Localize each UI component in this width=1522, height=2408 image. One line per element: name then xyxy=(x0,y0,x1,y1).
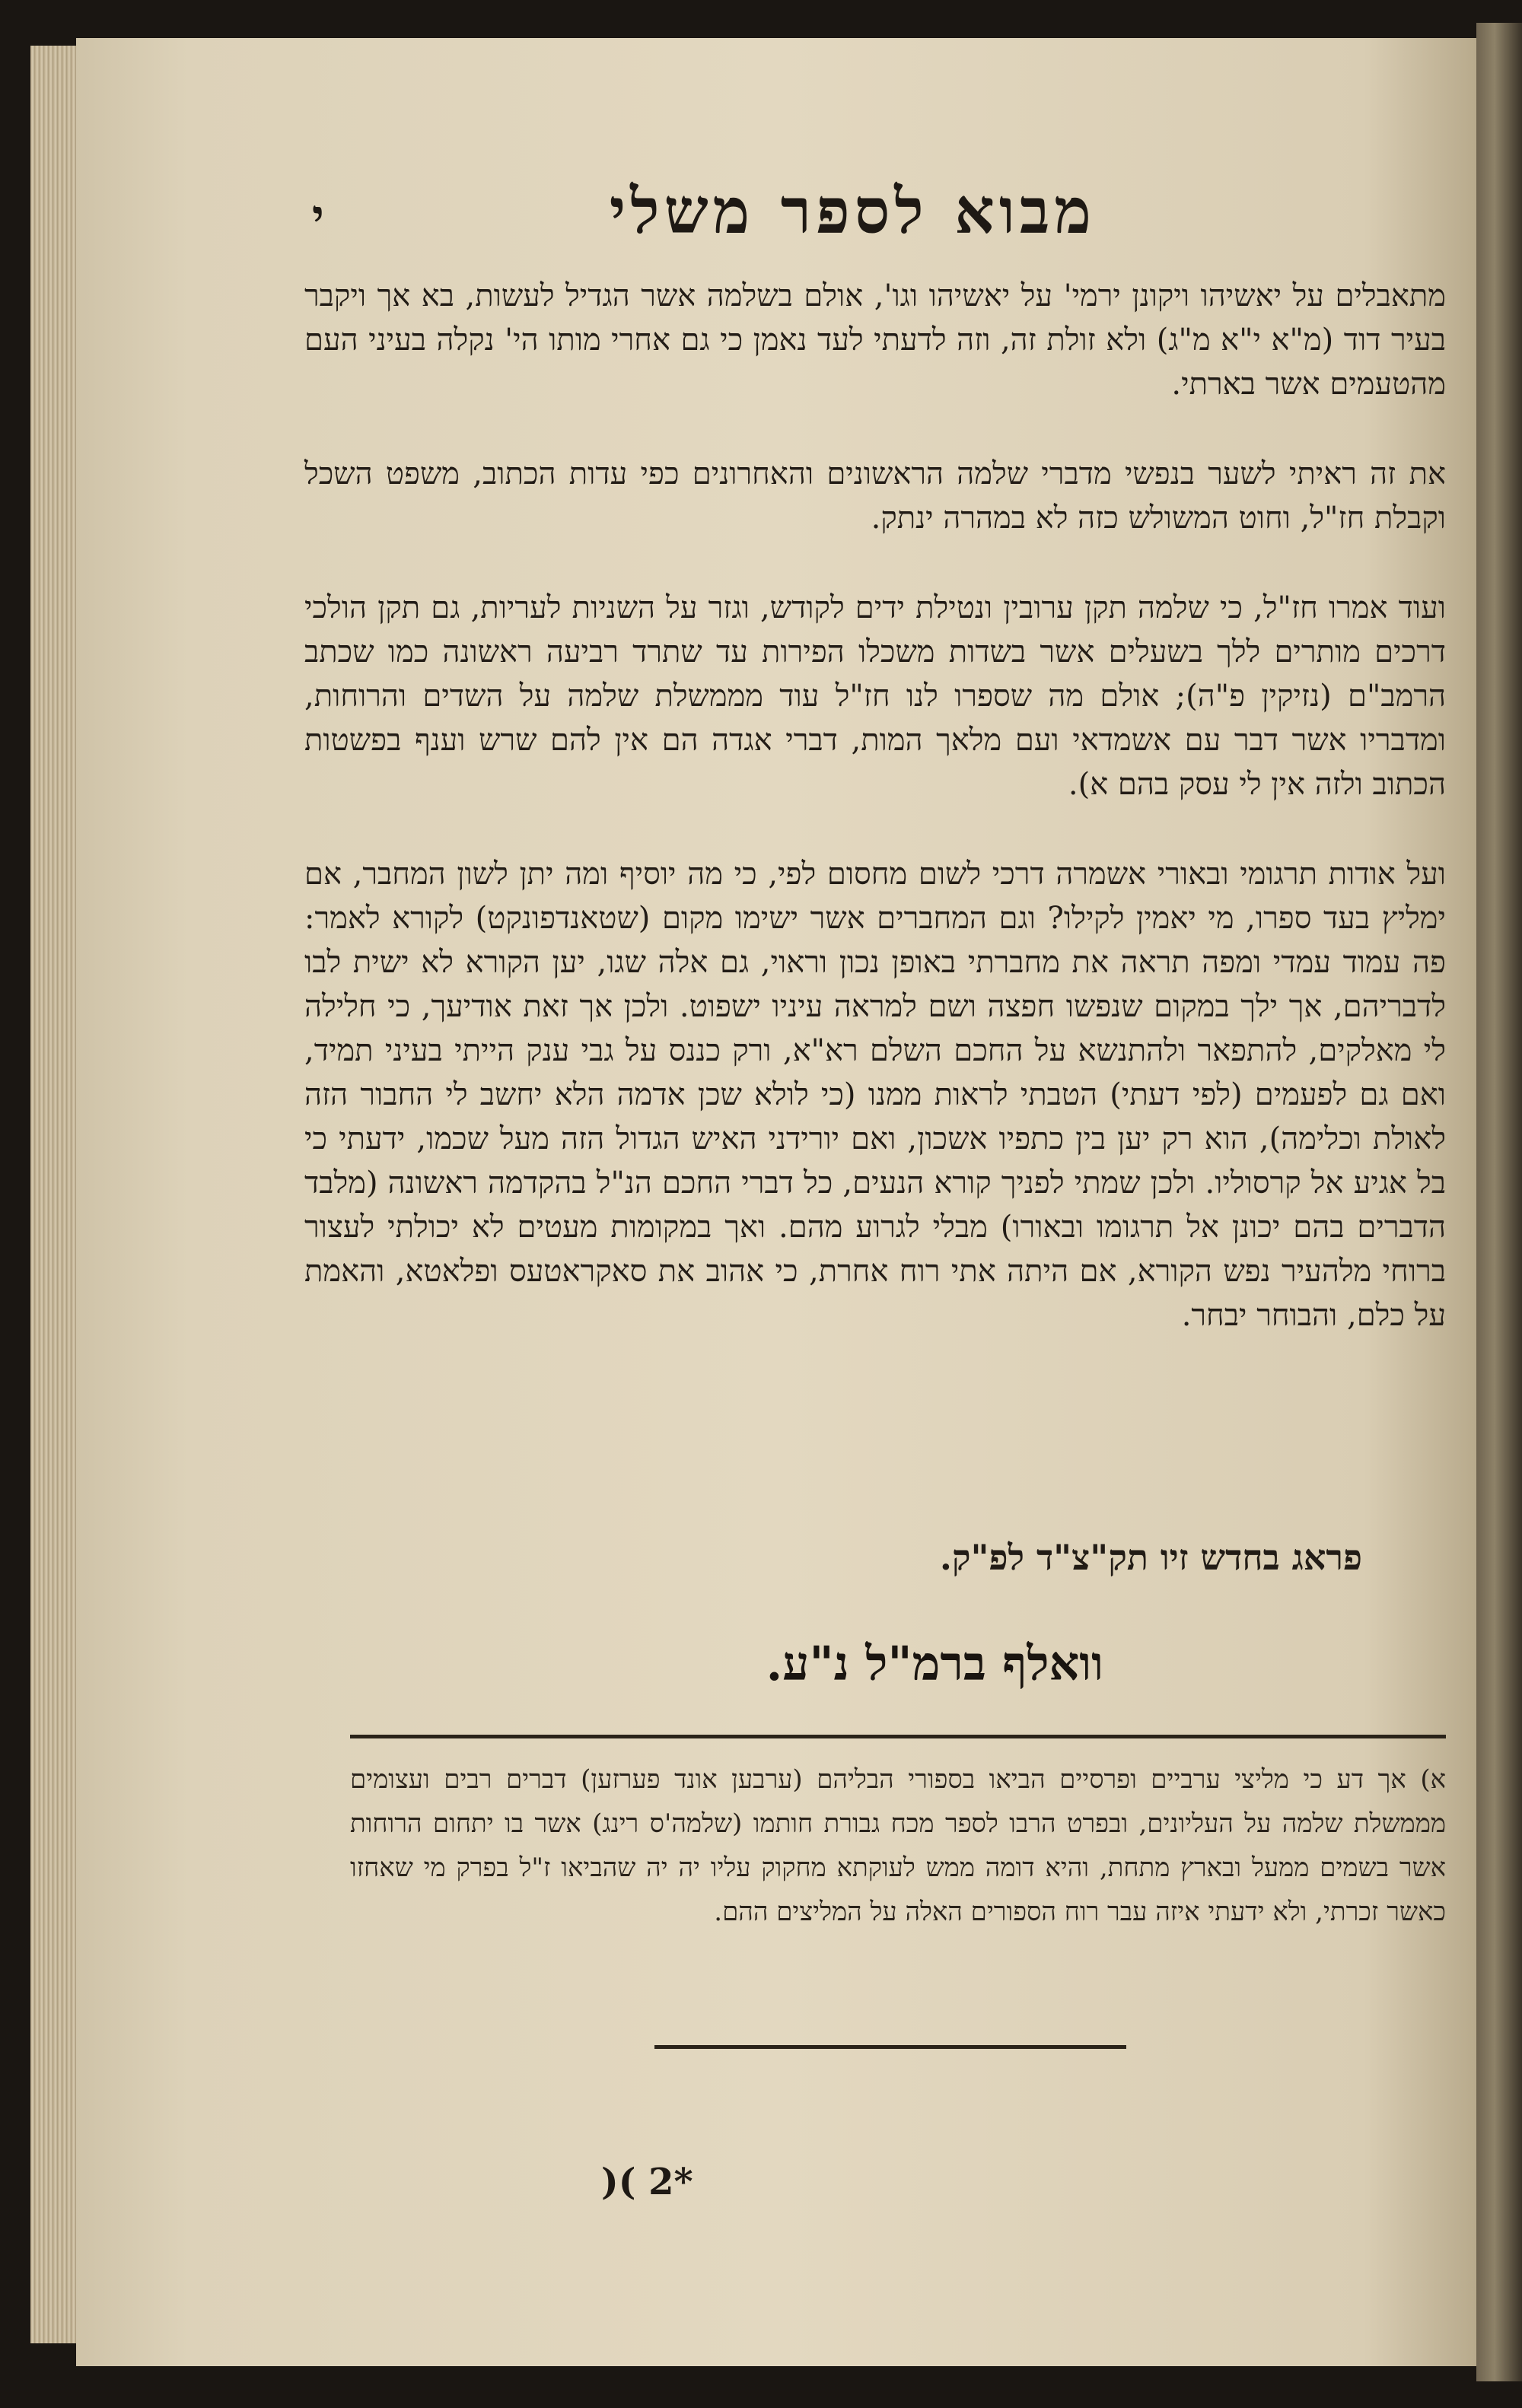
footnote-divider xyxy=(350,1735,1446,1738)
footnote: א) אך דע כי מליצי ערביים ופרסיים הביאו בספורי הבליהם (ערבען אונד פערזען) דברים רבים ועצומים מממשלת שלמה על העליונים, ובפרט הרבו לספר מכח גבורת חותמו (שלמה'ס רינג) אשר בו יתחום הרוחות אשר בשמים ממעל ובארץ מתחת, והיא דומה ממש לעוקתא מחקוק עליו יה יה שהביאו ז"ל בפרק מי שאחזו כאשר זכרתי, ולא ידעתי איזה עבר רוח הספורים האלה על המליצים ההם. xyxy=(350,1764,1446,1927)
end-divider xyxy=(654,2045,1126,2049)
page-header xyxy=(289,175,1431,266)
place-date: פראג בחדש זיו תק"צ"ד לפ"ק. xyxy=(939,1537,1362,1578)
paragraph-4: ועל אודות תרגומי ובאורי אשמרה דרכי לשום מחסום לפי, כי מה יוסיף ומה יתן לשון המחבר, אם ימליץ בעד ספרו, מי יאמין לקילו? וגם המחברים אשר ישימו מקום (שטאנדפונקט) לקורא לאמר: פה עמוד עמדי ומפה תראה את מחברתי באופן נכון וראוי, גם אלה שגו, יען הקורא לא ישית לבו לדבריהם, אך ילך במקום שנפשו חפצה ושם למראה עיניו ישפוט. ולכן אך זאת אודיעך, כי חלילה לי מאלקים, להתפאר ולהתנשא על החכם השלם רא"א, ורק כננס על גבי ענק הייתי בעיני תמיד, ואם גם לפעמים (לפי דעתי) הטבתי לראות ממנו (כי לולא שכן אדמה הלא יחשב לי החבור הזה לאולת וכלימה), הוא רק יען בין כתפיו אשכון, ואם יורידני האיש הגדול הזה מעל שכמו, ידעתי כי בל אגיע אל קרסוליו. ולכן שמתי לפניך קורא הנעים, כל דברי החכם הנ"ל בהקדמה ראשונה (מלבד הדברים בהם יכונן אל תרגומו ובאורו) מבלי לגרוע מהם. ואך במקומות מעטים לא יכולתי לעצור ברוחי מלהעיר נפש הקורא, אם היתה אתי רוח אחרת, כי אהוב את סאקראטעס ופלאטא, והאמת על כלם, והבוחר יבחר. xyxy=(304,857,1447,1333)
paragraph-1: מתאבלים על יאשיהו ויקונן ירמי' על יאשיהו וגו', אולם בשלמה אשר הגדיל לעשות, בא אך ויקבר בעיר דוד (מ"א י"א מ"ג) ולא זולת זה, וזה לדעתי לעד נאמן כי גם אחרי מותו הי' נקלה בעיני העם מהטעמים אשר בארתי. xyxy=(304,278,1446,402)
paragraph-3: ועוד אמרו חז"ל, כי שלמה תקן ערובין ונטילת ידים לקודש, וגזר על השניות לעריות, גם תקן הולכי דרכים מותרים ללך בשעלים אשר בשדות משכלו הפירות עד שתרד רביעה ראשונה כמו שכתב הרמב"ם (נזיקין פ"ה); אולם מה שספרו לנו חז"ל עוד מממשלת שלמה על השדים והרוחות, ומדבריו אשר דבר עם אשמדאי ועם מלאך המות, דברי אגדה הם אין להם שרש וענף בפשטות הכתוב ולזה אין לי עסק בהם א). xyxy=(304,590,1447,802)
signature-block xyxy=(304,1537,1446,1719)
main-text xyxy=(304,274,1446,1383)
book-spine-edge xyxy=(1476,23,1522,2381)
author-signature: וואלף ברמ"ל נ"ע. xyxy=(766,1636,1103,1691)
page-title: מבוא לספר משלי xyxy=(609,175,1096,248)
printer-signature-mark: )( 2* xyxy=(601,2161,693,2203)
page-number: י xyxy=(312,190,324,243)
paragraph-2: את זה ראיתי לשער בנפשי מדברי שלמה הראשונים והאחרונים כפי עדות הכתוב, משפט השכל וקבלת חז"ל, וחוט המשולש כזה לא במהרה ינתק. xyxy=(304,456,1446,536)
